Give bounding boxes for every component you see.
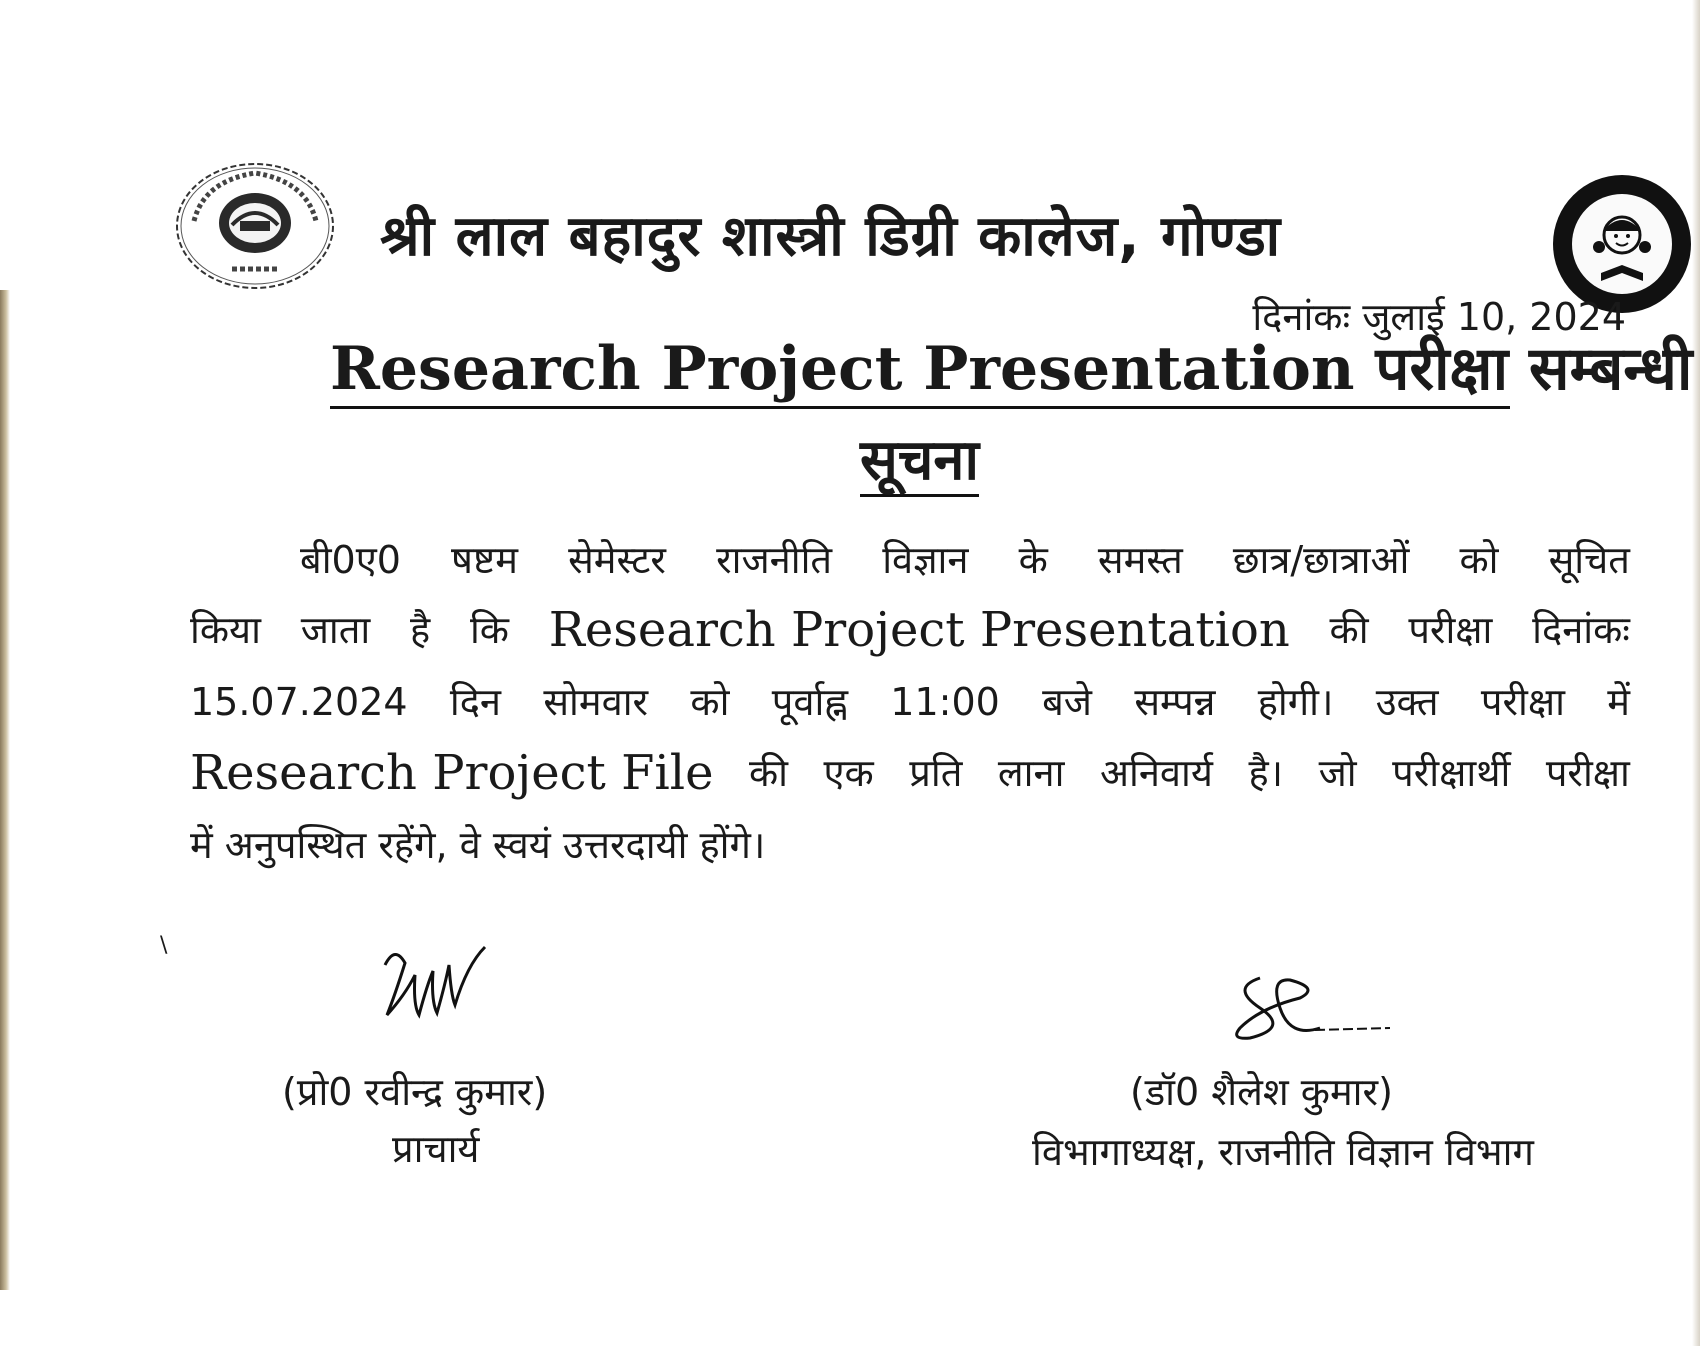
principal-role: प्राचार्य [392, 1127, 480, 1171]
exam-date: 15.07.2024 [190, 680, 408, 724]
word: समस्त [1097, 538, 1183, 582]
body-line-5: में अनुपस्थित रहेंगे, वे स्वयं उत्तरदायी होंगे। [190, 823, 766, 867]
college-name: श्री लाल बहादुर शास्त्री डिग्री कालेज, गोण्डा [380, 204, 1282, 269]
word: है [410, 608, 431, 652]
word: है। [1248, 751, 1284, 795]
word: की [749, 751, 789, 795]
word: परीक्षा [1480, 680, 1565, 724]
hod-role: विभागाध्यक्ष, राजनीति विज्ञान विभाग [1032, 1130, 1534, 1174]
word: परीक्षा [1545, 751, 1630, 795]
word: षष्टम [451, 538, 518, 582]
word: परीक्षा [1408, 608, 1493, 652]
word: होगी। [1257, 680, 1334, 724]
exam-time: 11:00 [890, 680, 1000, 724]
word: उक्त [1375, 680, 1439, 724]
required-document: Research Project File [190, 745, 714, 801]
word: के [1018, 538, 1048, 582]
body-line-4 [190, 745, 1630, 801]
word: अनिवार्य [1099, 751, 1213, 795]
hod-name: (डॉ0 शैलेश कुमार) [1130, 1070, 1393, 1114]
word: की [1329, 608, 1369, 652]
word: में [1607, 680, 1630, 724]
principal-name: (प्रो0 रवीन्द्र कुमार) [282, 1070, 548, 1114]
word: जो [1318, 751, 1357, 795]
body-line-2 [190, 602, 1630, 658]
word: पूर्वाह्न [771, 680, 848, 724]
college-emblem-icon [174, 161, 336, 291]
body-line-3 [190, 677, 1630, 727]
word: सोमवार [543, 680, 649, 724]
stray-mark: \ [160, 933, 168, 958]
word: को [1459, 538, 1499, 582]
word: राजनीति [716, 538, 833, 582]
word: दिनांकः [1532, 608, 1630, 652]
word: जाता [300, 608, 371, 652]
word: कि [469, 608, 509, 652]
word: सेमेस्टर [568, 538, 666, 582]
word: दिन [449, 680, 502, 724]
word: को [690, 680, 730, 724]
word: सूचित [1548, 538, 1630, 582]
notice-date: दिनांकः जुलाई 10, 2024 [1252, 295, 1626, 339]
principal-signature-icon [375, 935, 495, 1035]
notice-subtitle: सूचना [860, 428, 979, 497]
word: बी0ए0 [300, 538, 401, 582]
notice-title: Research Project Presentation परीक्षा सम्बन्धी [330, 336, 1510, 409]
hod-signature-icon [1220, 968, 1390, 1044]
word: लाना [997, 751, 1065, 795]
body-line-1 [300, 535, 1630, 585]
word: छात्र/छात्राओं [1232, 538, 1410, 582]
paper-edge-shadow-right [1692, 0, 1700, 1346]
exam-name: Research Project Presentation [548, 602, 1290, 658]
paper-edge-shadow [0, 290, 10, 1290]
word: एक [823, 751, 874, 795]
word: परीक्षार्थी [1392, 751, 1511, 795]
word: विज्ञान [882, 538, 969, 582]
word: किया [190, 608, 261, 652]
word: प्रति [909, 751, 963, 795]
word: सम्पन्न [1134, 680, 1216, 724]
word: बजे [1042, 680, 1093, 724]
